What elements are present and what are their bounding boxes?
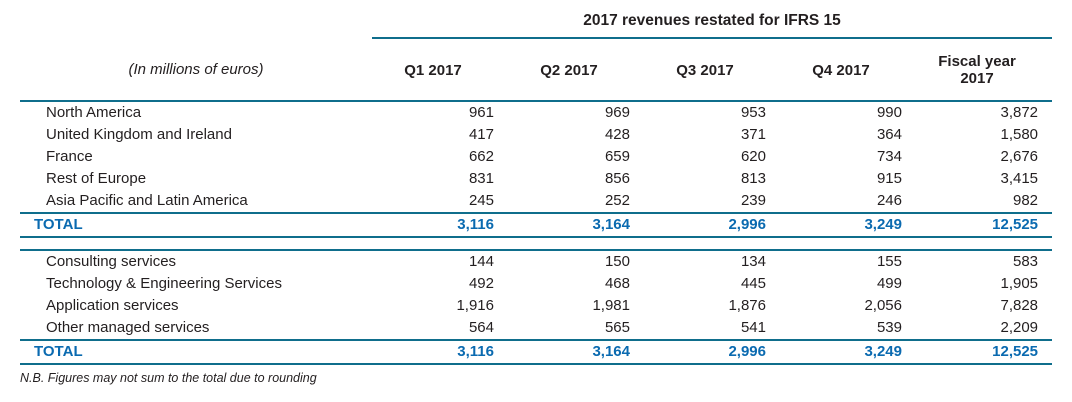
column-header-q2: Q2 2017: [540, 61, 598, 79]
unit-note: (In millions of euros): [128, 61, 264, 79]
row-value-fy: 1,905: [1000, 275, 1039, 292]
span-header-title: 2017 revenues restated for IFRS 15: [372, 0, 1052, 38]
table-row: [20, 317, 1052, 340]
row-value-fy: 2,676: [1000, 148, 1039, 165]
section-spacer: [20, 237, 1052, 250]
row-value-q2: 428: [604, 126, 630, 143]
row-value-q1: 564: [372, 317, 508, 340]
revenues-restated-table: [20, 0, 1052, 365]
row-value-q3: 371: [740, 126, 766, 143]
row-label: United Kingdom and Ireland: [46, 126, 232, 143]
row-value-q3: 541: [644, 317, 780, 340]
service-total-row: [20, 340, 1052, 364]
table-row: [20, 146, 1052, 168]
row-value-q2: 150: [508, 250, 644, 273]
row-label: Asia Pacific and Latin America: [20, 190, 372, 213]
row-label: Consulting services: [20, 250, 372, 273]
row-value-q2: 252: [508, 190, 644, 213]
row-value-q3: 813: [740, 170, 766, 187]
geography-section: [20, 101, 1052, 250]
row-value-q4: 734: [876, 148, 902, 165]
row-value-fy: 982: [916, 190, 1052, 213]
geography-total-row: [20, 213, 1052, 237]
row-value-fy: 2,209: [916, 317, 1052, 340]
row-value-q3: 953: [644, 101, 780, 124]
row-value-fy: 583: [916, 250, 1052, 273]
table-header: [20, 0, 1052, 101]
row-value-q1: 1,916: [456, 297, 494, 314]
row-value-q3: 445: [740, 275, 766, 292]
row-value-q1: 831: [468, 170, 494, 187]
row-value-q2: 468: [604, 275, 630, 292]
row-value-q2: 1,981: [592, 297, 630, 314]
fiscal-year-line1: Fiscal year: [938, 53, 1016, 70]
row-label: Application services: [46, 297, 179, 314]
footnote: N.B. Figures may not sum to the total due to rounding: [20, 370, 317, 385]
total-value-q4: 3,249: [780, 340, 916, 364]
row-value-q4: 2,056: [864, 297, 902, 314]
row-label: North America: [20, 101, 372, 124]
table-row: [20, 273, 1052, 295]
total-value-q3: 2,996: [644, 213, 780, 237]
table-row: [20, 124, 1052, 146]
service-line-section: [20, 250, 1052, 364]
span-header-row: [20, 0, 1052, 38]
total-label: TOTAL: [20, 213, 372, 237]
row-value-q3: 1,876: [728, 297, 766, 314]
table-row: [20, 295, 1052, 317]
row-value-q4: 539: [780, 317, 916, 340]
column-header-q4: Q4 2017: [812, 61, 870, 79]
row-value-q4: 155: [780, 250, 916, 273]
fiscal-year-line2: 2017: [960, 70, 994, 88]
row-value-fy: 3,415: [1000, 170, 1039, 187]
row-value-q2: 969: [508, 101, 644, 124]
row-value-fy: 7,828: [1000, 297, 1039, 314]
total-label: TOTAL: [20, 340, 372, 364]
table-row: [20, 250, 1052, 273]
row-value-q1: 662: [468, 148, 494, 165]
table-row: [20, 168, 1052, 190]
table-row: [20, 101, 1052, 124]
total-value-q1: 3,116: [372, 213, 508, 237]
column-header-fiscal-year: [916, 38, 1052, 101]
row-label: Other managed services: [20, 317, 372, 340]
row-value-fy: 1,580: [1000, 126, 1039, 143]
row-value-q1: 245: [372, 190, 508, 213]
row-value-q3: 239: [644, 190, 780, 213]
column-header-q1: Q1 2017: [404, 61, 462, 79]
total-value-q4: 3,249: [780, 213, 916, 237]
column-header-q3: Q3 2017: [676, 61, 734, 79]
row-value-q3: 134: [644, 250, 780, 273]
row-value-q2: 856: [604, 170, 630, 187]
total-value-fy: 12,525: [916, 340, 1052, 364]
total-value-q2: 3,164: [508, 213, 644, 237]
row-value-q2: 565: [508, 317, 644, 340]
row-label: France: [46, 148, 93, 165]
table-row: [20, 190, 1052, 213]
row-label: Rest of Europe: [46, 170, 147, 187]
row-value-q4: 990: [780, 101, 916, 124]
total-value-fy: 12,525: [916, 213, 1052, 237]
row-value-q4: 364: [876, 126, 902, 143]
row-value-q1: 492: [468, 275, 494, 292]
row-value-q1: 961: [372, 101, 508, 124]
total-value-q1: 3,116: [372, 340, 508, 364]
row-value-q4: 915: [876, 170, 902, 187]
span-header-spacer: [20, 0, 372, 38]
total-value-q3: 2,996: [644, 340, 780, 364]
row-value-fy: 3,872: [916, 101, 1052, 124]
row-label: Technology & Engineering Services: [46, 275, 282, 292]
row-value-q1: 144: [372, 250, 508, 273]
row-value-q3: 620: [740, 148, 766, 165]
row-value-q2: 659: [604, 148, 630, 165]
row-value-q4: 499: [876, 275, 902, 292]
total-value-q2: 3,164: [508, 340, 644, 364]
row-value-q4: 246: [780, 190, 916, 213]
row-value-q1: 417: [468, 126, 494, 143]
column-header-row: [20, 38, 1052, 101]
